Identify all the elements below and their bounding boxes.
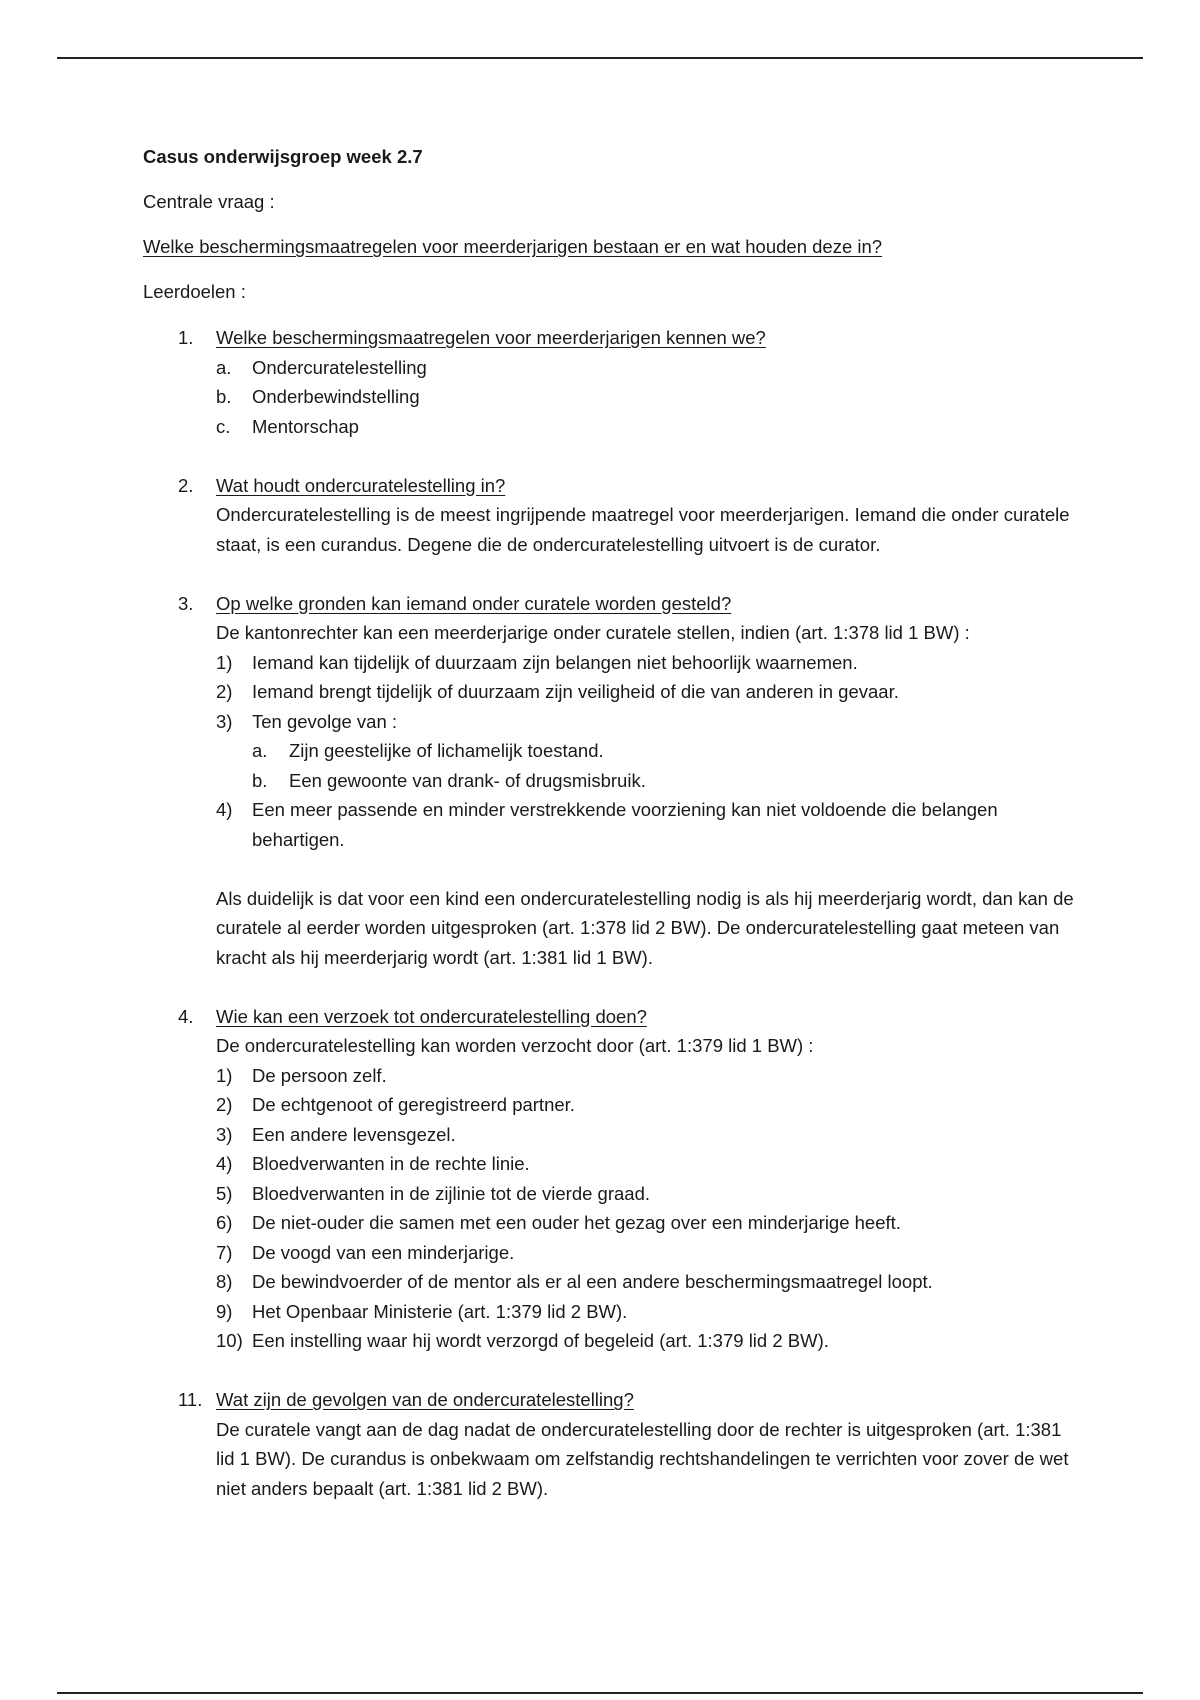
- learning-goals-label: Leerdoelen :: [143, 281, 246, 302]
- list-item-text: Iemand brengt tijdelijk of duurzaam zijn veiligheid of die van anderen in gevaar.: [252, 681, 899, 702]
- list-item: [216, 382, 1083, 412]
- answer-intro: De kantonrechter kan een meerderjarige onder curatele stellen, indien (art. 1:378 lid 1 BW) :: [216, 622, 970, 643]
- question-2: [178, 471, 1083, 560]
- list-item: [216, 412, 1083, 442]
- sub-list-item: [252, 736, 1083, 766]
- question-4: [178, 1002, 1083, 1356]
- list-marker: 7): [216, 1241, 233, 1263]
- question-1: [178, 323, 1083, 441]
- list-item-text: Onderbewindstelling: [252, 386, 420, 407]
- list-marker: a.: [216, 356, 232, 378]
- list-item: [216, 1297, 1083, 1327]
- list-marker: c.: [216, 415, 231, 437]
- list-item-text: Bloedverwanten in de rechte linie.: [252, 1153, 530, 1174]
- list-item: [216, 1179, 1083, 1209]
- list-item: [216, 1090, 1083, 1120]
- list-item: [216, 1208, 1083, 1238]
- list-item: [216, 1120, 1083, 1150]
- list-marker: 4): [216, 1153, 233, 1174]
- list-marker: 10): [216, 1330, 243, 1351]
- list-item-text: Zijn geestelijke of lichamelijk toestand.: [289, 740, 604, 761]
- list-item: [216, 677, 1083, 707]
- list-item: [216, 648, 1083, 678]
- list-marker: 4): [216, 799, 233, 820]
- list-marker: 9): [216, 1300, 233, 1322]
- list-marker: 5): [216, 1182, 233, 1204]
- question-heading: Op welke gronden kan iemand onder curatele worden gesteld?: [216, 592, 732, 614]
- list-item-text: Ten gevolge van :: [252, 710, 398, 732]
- document-title: Casus onderwijsgroep week 2.7: [143, 146, 423, 167]
- central-question-label: Centrale vraag :: [143, 191, 275, 212]
- list-item-text: Bloedverwanten in de zijlinie tot de vierde graad.: [252, 1182, 650, 1204]
- question-heading: Wat zijn de gevolgen van de ondercuratelestelling?: [216, 1389, 634, 1410]
- list-item-text: Het Openbaar Ministerie (art. 1:379 lid 2 BW).: [252, 1300, 628, 1322]
- list-item-text: Iemand kan tijdelijk of duurzaam zijn belangen niet behoorlijk waarnemen.: [252, 651, 858, 673]
- list-marker: 3): [216, 1123, 233, 1145]
- list-item: [216, 795, 1083, 854]
- question-heading: Wat houdt ondercuratelestelling in?: [216, 474, 506, 496]
- list-item-text: De bewindvoerder of de mentor als er al een andere beschermingsmaatregel loopt.: [252, 1271, 933, 1292]
- list-item-text: Mentorschap: [252, 415, 359, 437]
- question-3: [178, 589, 1083, 973]
- list-marker: 1): [216, 651, 233, 673]
- question-number: 3.: [178, 592, 194, 614]
- list-marker: 3): [216, 710, 233, 732]
- question-heading: Wie kan een verzoek tot ondercuratelestelling doen?: [216, 1005, 647, 1027]
- list-marker: 1): [216, 1064, 233, 1086]
- list-item-text: Ondercuratelestelling: [252, 356, 427, 378]
- question-number: 2.: [178, 474, 194, 496]
- list-item: [216, 1238, 1083, 1268]
- list-marker: b.: [216, 386, 232, 407]
- central-question: Welke beschermingsmaatregelen voor meerderjarigen bestaan er en wat houden deze in?: [143, 236, 883, 257]
- list-item-text: De voogd van een minderjarige.: [252, 1241, 515, 1263]
- question-heading: Welke beschermingsmaatregelen voor meerderjarigen kennen we?: [216, 327, 766, 348]
- list-item: [216, 1149, 1083, 1179]
- footer-rule: [57, 1692, 1143, 1694]
- list-item: [216, 707, 1083, 737]
- question-number: 1.: [178, 327, 194, 348]
- list-marker: 8): [216, 1271, 233, 1292]
- list-item-text: Een instelling waar hij wordt verzorgd of begeleid (art. 1:379 lid 2 BW).: [252, 1330, 829, 1351]
- list-item: [216, 353, 1083, 383]
- list-marker: 2): [216, 681, 233, 702]
- list-item-text: De echtgenoot of geregistreerd partner.: [252, 1094, 575, 1115]
- list-marker: a.: [252, 740, 268, 761]
- list-marker: b.: [252, 769, 268, 791]
- list-item: [216, 1061, 1083, 1091]
- question-number: 11.: [178, 1389, 203, 1410]
- header-rule: [57, 57, 1143, 59]
- answer-paragraph: Ondercuratelestelling is de meest ingrijpende maatregel voor meerderjarigen. Iemand die onder curatele staat, is een curandus. Degene die de ondercuratelestelling uitvoert is de curator.: [216, 504, 1070, 555]
- list-item-text: Een andere levensgezel.: [252, 1123, 456, 1145]
- sub-list-item: [252, 766, 1083, 796]
- answer-note: Als duidelijk is dat voor een kind een ondercuratelestelling nodig is als hij meerderjarig wordt, dan kan de curatele al eerder worden uitgesproken (art. 1:378 lid 2 BW). De ondercuratelestelling gaat meteen van kracht als hij meerderjarig wordt (art. 1:381 lid 1 BW).: [216, 887, 1074, 968]
- list-item: [216, 1267, 1083, 1297]
- list-item-text: De persoon zelf.: [252, 1064, 387, 1086]
- list-marker: 2): [216, 1094, 233, 1115]
- document-page: [143, 143, 1083, 1503]
- list-marker: 6): [216, 1212, 233, 1233]
- list-item-text: Een gewoonte van drank- of drugsmisbruik.: [289, 769, 646, 791]
- question-number: 4.: [178, 1005, 194, 1027]
- question-11: [178, 1385, 1083, 1503]
- list-item: [216, 1326, 1083, 1356]
- list-item-text: De niet-ouder die samen met een ouder het gezag over een minderjarige heeft.: [252, 1212, 901, 1233]
- answer-paragraph: De curatele vangt aan de dag nadat de ondercuratelestelling door de rechter is uitgesproken (art. 1:381 lid 1 BW). De curandus is onbekwaam om zelfstandig rechtshandelingen te verrichten voor zover de wet niet anders bepaalt (art. 1:381 lid 2 BW).: [216, 1418, 1069, 1499]
- list-item-text: Een meer passende en minder verstrekkende voorziening kan niet voldoende die belangen behartigen.: [252, 799, 998, 850]
- answer-intro: De ondercuratelestelling kan worden verzocht door (art. 1:379 lid 1 BW) :: [216, 1035, 814, 1056]
